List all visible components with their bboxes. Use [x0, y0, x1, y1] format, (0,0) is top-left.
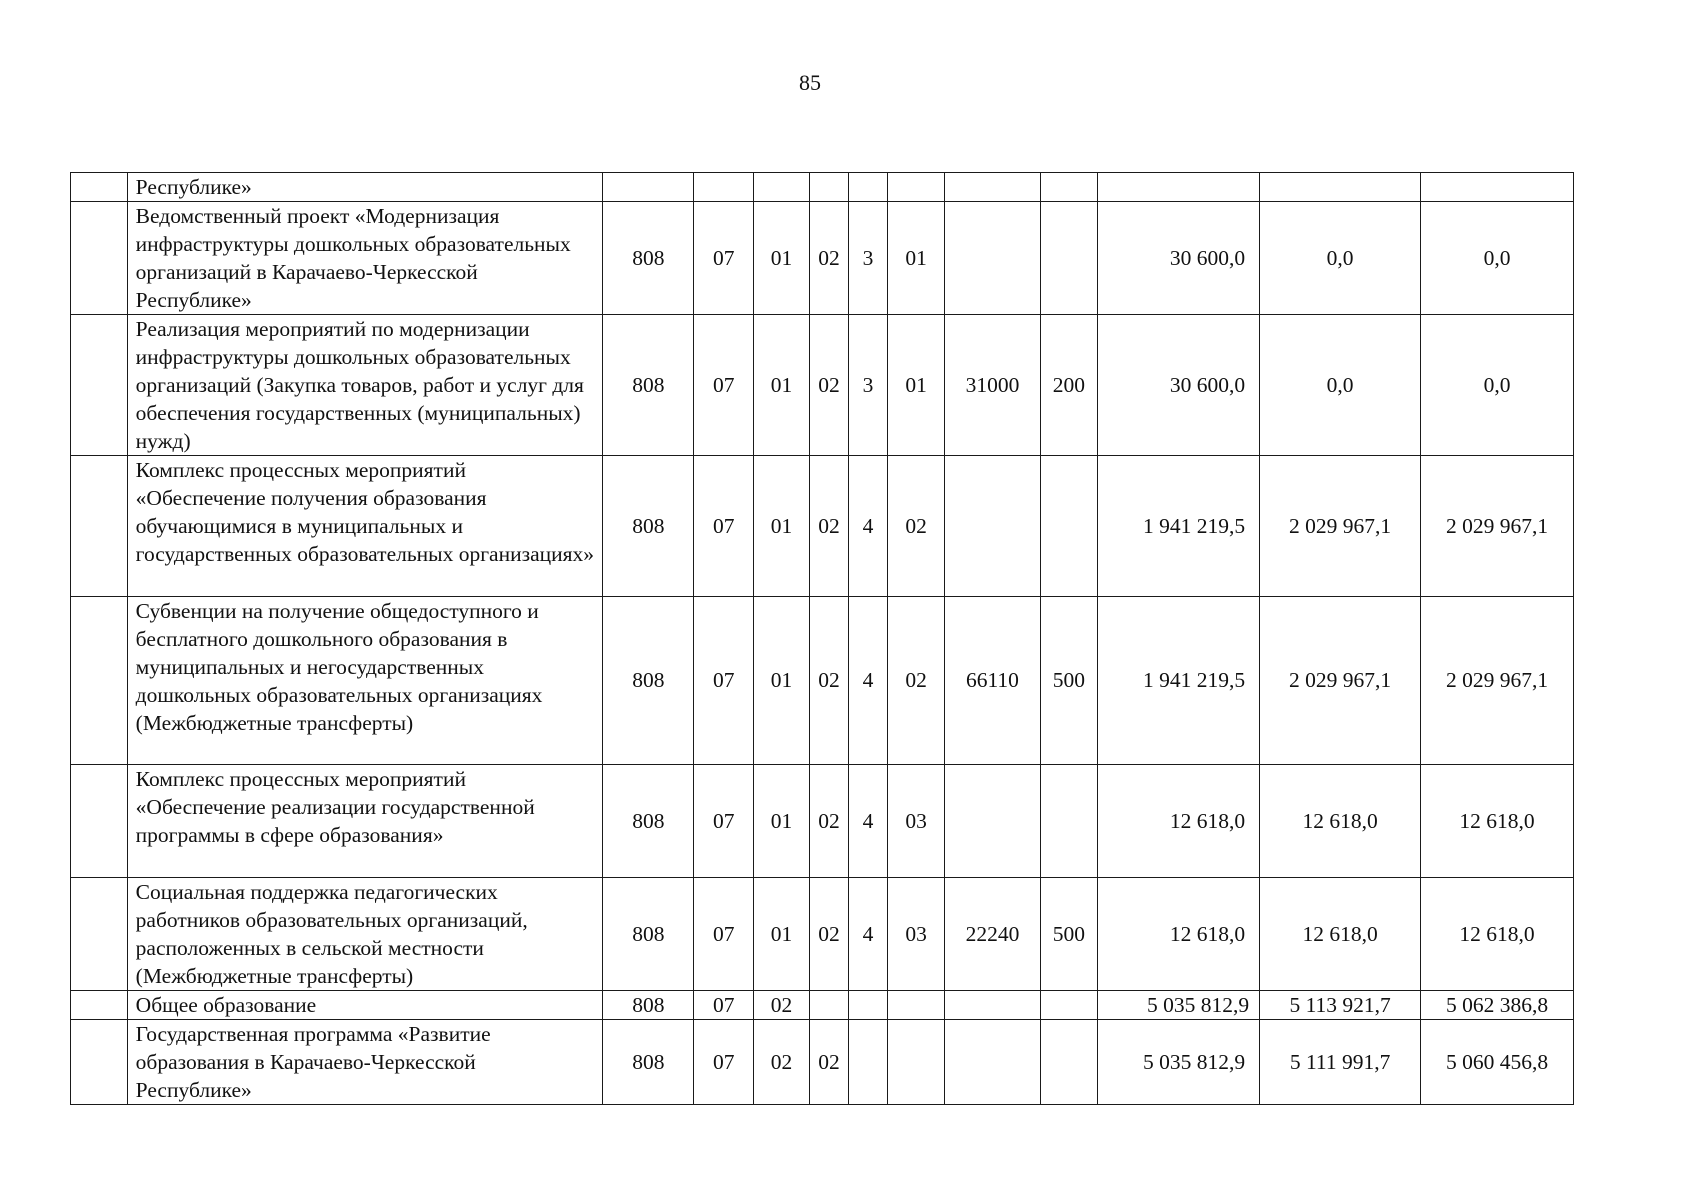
- code-ministry-cell: 808: [603, 1020, 694, 1105]
- amount-year1-cell: 30 600,0: [1098, 202, 1260, 315]
- code-program-cell: 02: [809, 765, 848, 878]
- code-type-cell: 4: [849, 765, 887, 878]
- amount-year2-cell: 2 029 967,1: [1260, 597, 1421, 765]
- code-subsection-cell: 01: [754, 456, 810, 597]
- code-expense-type-cell: [1040, 456, 1098, 597]
- code-section-cell: 07: [694, 597, 754, 765]
- code-ministry-cell: 808: [603, 765, 694, 878]
- code-expense-type-cell: [1040, 173, 1098, 202]
- budget-table: [70, 172, 1574, 1105]
- table-row: [71, 765, 1574, 878]
- amount-year3-cell: 0,0: [1421, 202, 1574, 315]
- amount-year2-cell: 0,0: [1260, 202, 1421, 315]
- code-subsection-cell: 01: [754, 878, 810, 991]
- code-type-cell: [849, 1020, 887, 1105]
- code-direction-cell: [945, 202, 1040, 315]
- table-row: [71, 315, 1574, 456]
- code-structure-cell: 02: [887, 597, 945, 765]
- code-expense-type-cell: [1040, 202, 1098, 315]
- code-expense-type-cell: 200: [1040, 315, 1098, 456]
- code-direction-cell: [945, 991, 1040, 1020]
- amount-year1-cell: 1 941 219,5: [1098, 456, 1260, 597]
- item-name-cell: Общее образование: [127, 991, 603, 1020]
- code-structure-cell: 03: [887, 878, 945, 991]
- code-ministry-cell: 808: [603, 202, 694, 315]
- code-structure-cell: 01: [887, 202, 945, 315]
- code-section-cell: 07: [694, 202, 754, 315]
- row-index-cell: [71, 765, 128, 878]
- code-type-cell: 4: [849, 878, 887, 991]
- item-name-cell: Комплекс процессных мероприятий «Обеспечение реализации государственной программы в сфере образования»: [127, 765, 603, 878]
- code-program-cell: 02: [809, 202, 848, 315]
- item-name-cell: Субвенции на получение общедоступного и бесплатного дошкольного образования в муниципальных и негосударственных дошкольных образовательных организациях (Межбюджетные трансферты): [127, 597, 603, 765]
- code-expense-type-cell: 500: [1040, 878, 1098, 991]
- amount-year1-cell: 5 035 812,9: [1098, 1020, 1260, 1105]
- code-program-cell: [809, 991, 848, 1020]
- code-direction-cell: [945, 1020, 1040, 1105]
- code-ministry-cell: 808: [603, 597, 694, 765]
- row-index-cell: [71, 597, 128, 765]
- item-name-cell: Ведомственный проект «Модернизация инфраструктуры дошкольных образовательных организаций в Карачаево-Черкесской Республике»: [127, 202, 603, 315]
- code-structure-cell: 03: [887, 765, 945, 878]
- code-ministry-cell: 808: [603, 878, 694, 991]
- code-structure-cell: 02: [887, 456, 945, 597]
- code-subsection-cell: [754, 173, 810, 202]
- code-section-cell: 07: [694, 878, 754, 991]
- item-name-cell: Социальная поддержка педагогических работников образовательных организаций, расположенных в сельской местности (Межбюджетные трансферты): [127, 878, 603, 991]
- table-row: [71, 1020, 1574, 1105]
- code-section-cell: 07: [694, 765, 754, 878]
- table-row: [71, 456, 1574, 597]
- code-direction-cell: [945, 173, 1040, 202]
- code-direction-cell: 22240: [945, 878, 1040, 991]
- code-section-cell: [694, 173, 754, 202]
- code-section-cell: 07: [694, 315, 754, 456]
- code-type-cell: [849, 991, 887, 1020]
- code-expense-type-cell: 500: [1040, 597, 1098, 765]
- code-ministry-cell: 808: [603, 456, 694, 597]
- row-index-cell: [71, 456, 128, 597]
- code-expense-type-cell: [1040, 765, 1098, 878]
- code-program-cell: [809, 173, 848, 202]
- amount-year3-cell: 12 618,0: [1421, 878, 1574, 991]
- amount-year2-cell: 12 618,0: [1260, 878, 1421, 991]
- amount-year2-cell: 0,0: [1260, 315, 1421, 456]
- amount-year2-cell: [1260, 173, 1421, 202]
- amount-year1-cell: [1098, 173, 1260, 202]
- table-row: [71, 991, 1574, 1020]
- code-structure-cell: 01: [887, 315, 945, 456]
- table-row: [71, 878, 1574, 991]
- amount-year1-cell: 5 035 812,9: [1098, 991, 1260, 1020]
- code-program-cell: 02: [809, 878, 848, 991]
- code-type-cell: 3: [849, 315, 887, 456]
- code-section-cell: 07: [694, 1020, 754, 1105]
- code-program-cell: 02: [809, 1020, 848, 1105]
- code-ministry-cell: 808: [603, 991, 694, 1020]
- code-structure-cell: [887, 1020, 945, 1105]
- code-subsection-cell: 02: [754, 1020, 810, 1105]
- amount-year3-cell: 5 062 386,8: [1421, 991, 1574, 1020]
- amount-year3-cell: 2 029 967,1: [1421, 456, 1574, 597]
- amount-year2-cell: 2 029 967,1: [1260, 456, 1421, 597]
- code-program-cell: 02: [809, 597, 848, 765]
- code-type-cell: 3: [849, 202, 887, 315]
- code-expense-type-cell: [1040, 991, 1098, 1020]
- amount-year2-cell: 5 111 991,7: [1260, 1020, 1421, 1105]
- code-direction-cell: [945, 765, 1040, 878]
- code-type-cell: 4: [849, 597, 887, 765]
- code-direction-cell: 31000: [945, 315, 1040, 456]
- amount-year1-cell: 30 600,0: [1098, 315, 1260, 456]
- code-subsection-cell: 01: [754, 597, 810, 765]
- item-name-cell: Комплекс процессных мероприятий «Обеспечение получения образования обучающимися в муниципальных и государственных образовательных организациях»: [127, 456, 603, 597]
- code-direction-cell: [945, 456, 1040, 597]
- code-structure-cell: [887, 991, 945, 1020]
- code-type-cell: [849, 173, 887, 202]
- code-ministry-cell: 808: [603, 315, 694, 456]
- amount-year1-cell: 12 618,0: [1098, 878, 1260, 991]
- table-row: [71, 202, 1574, 315]
- code-section-cell: 07: [694, 991, 754, 1020]
- row-index-cell: [71, 202, 128, 315]
- code-section-cell: 07: [694, 456, 754, 597]
- code-subsection-cell: 01: [754, 765, 810, 878]
- row-index-cell: [71, 991, 128, 1020]
- item-name-cell: Республике»: [127, 173, 603, 202]
- item-name-cell: Реализация мероприятий по модернизации инфраструктуры дошкольных образовательных организаций (Закупка товаров, работ и услуг для обеспечения государственных (муниципальных) нужд): [127, 315, 603, 456]
- amount-year1-cell: 1 941 219,5: [1098, 597, 1260, 765]
- code-subsection-cell: 02: [754, 991, 810, 1020]
- code-program-cell: 02: [809, 315, 848, 456]
- code-type-cell: 4: [849, 456, 887, 597]
- code-expense-type-cell: [1040, 1020, 1098, 1105]
- item-name-cell: Государственная программа «Развитие образования в Карачаево-Черкесской Республике»: [127, 1020, 603, 1105]
- amount-year3-cell: 2 029 967,1: [1421, 597, 1574, 765]
- amount-year3-cell: 5 060 456,8: [1421, 1020, 1574, 1105]
- row-index-cell: [71, 878, 128, 991]
- code-structure-cell: [887, 173, 945, 202]
- row-index-cell: [71, 173, 128, 202]
- amount-year3-cell: [1421, 173, 1574, 202]
- code-subsection-cell: 01: [754, 202, 810, 315]
- table-row: [71, 173, 1574, 202]
- row-index-cell: [71, 315, 128, 456]
- amount-year3-cell: 0,0: [1421, 315, 1574, 456]
- amount-year1-cell: 12 618,0: [1098, 765, 1260, 878]
- amount-year3-cell: 12 618,0: [1421, 765, 1574, 878]
- amount-year2-cell: 5 113 921,7: [1260, 991, 1421, 1020]
- code-subsection-cell: 01: [754, 315, 810, 456]
- code-ministry-cell: [603, 173, 694, 202]
- page-number: 85: [799, 70, 821, 95]
- table-row: [71, 597, 1574, 765]
- amount-year2-cell: 12 618,0: [1260, 765, 1421, 878]
- code-direction-cell: 66110: [945, 597, 1040, 765]
- row-index-cell: [71, 1020, 128, 1105]
- code-program-cell: 02: [809, 456, 848, 597]
